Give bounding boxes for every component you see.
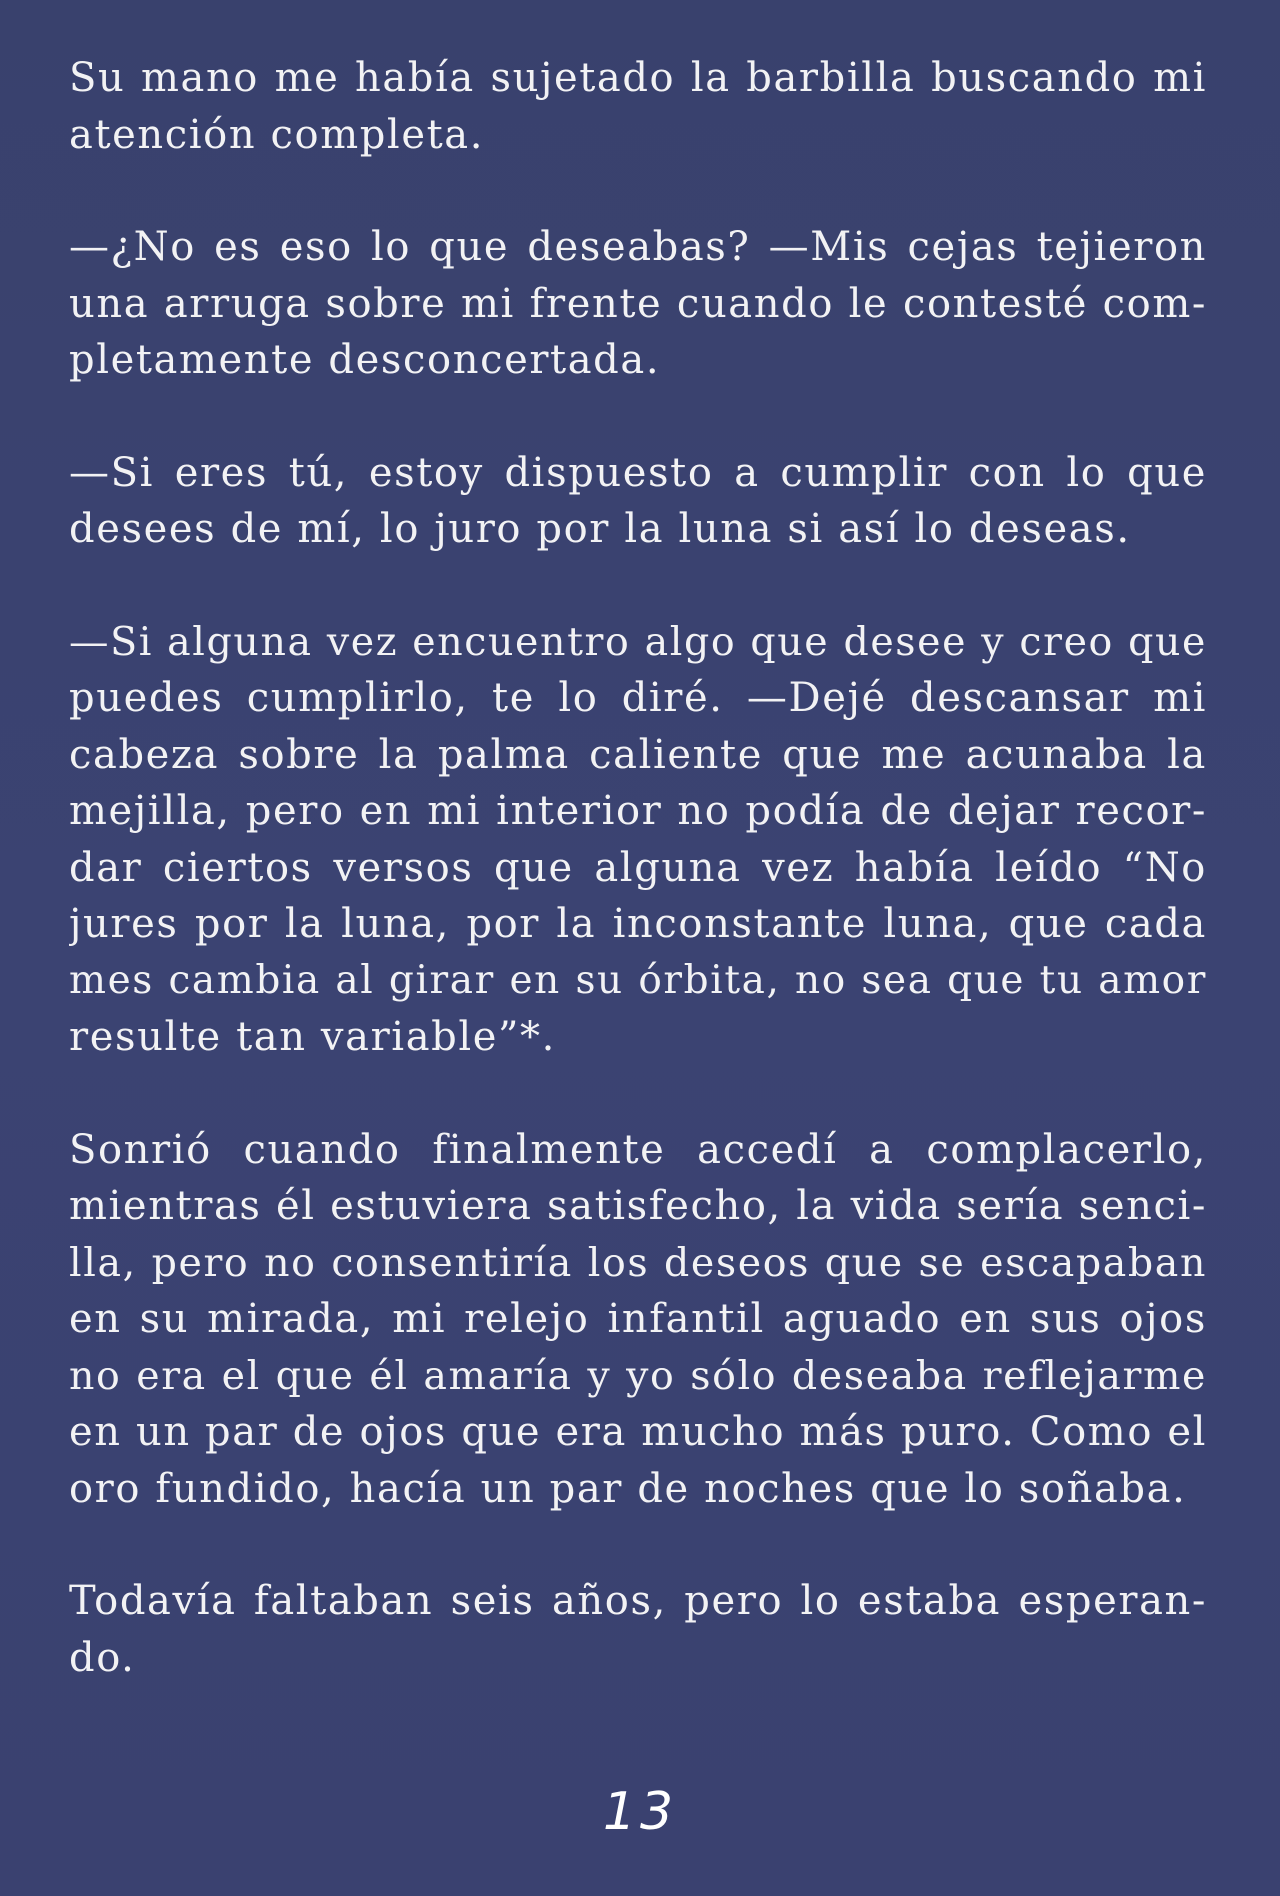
text-line: desees de mí, lo juro por la luna si así lo deseas. xyxy=(69,506,1131,552)
text-line: mientras él estuviera satisfecho, la vida sería senci- xyxy=(69,1183,1207,1229)
text-line: atención completa. xyxy=(69,111,485,158)
text-line: mes cambia al girar en su órbita, no sea que tu amor xyxy=(69,957,1207,1003)
paragraph-4 xyxy=(69,614,1207,1066)
text-line: en un par de ojos que era mucho más puro. Como el xyxy=(69,1409,1207,1455)
text-line: mejilla, pero en mi interior no podía de dejar recor- xyxy=(69,788,1207,834)
text-line: en su mirada, mi relejo infantil aguado en sus ojos xyxy=(69,1296,1207,1342)
text-line: —¿No es eso lo que deseabas? —Mis cejas tejieron xyxy=(69,224,1207,270)
text-line: resulte tan variable”*. xyxy=(69,1014,556,1060)
paragraph-1 xyxy=(69,50,1207,163)
text-line: Su mano me había sujetado la barbilla buscando mi xyxy=(69,55,1207,101)
text-line: jures por la luna, por la inconstante luna, que cada xyxy=(69,901,1207,947)
paragraph-6 xyxy=(69,1573,1207,1686)
text-line: dar ciertos versos que alguna vez había leído “No xyxy=(69,844,1207,891)
paragraph-3 xyxy=(69,445,1207,558)
text-line: no era el que él amaría y yo sólo deseaba reflejarme xyxy=(69,1352,1207,1399)
text-line: do. xyxy=(69,1634,136,1681)
text-line: pletamente desconcertada. xyxy=(69,337,661,383)
text-line: lla, pero no consentiría los deseos que se escapaban xyxy=(69,1239,1207,1286)
page-body xyxy=(69,50,1207,1850)
page-number: 13 xyxy=(602,1782,678,1842)
text-line: Sonrió cuando finalmente accedí a complacerlo, xyxy=(69,1126,1207,1173)
text-line: puedes cumplirlo, te lo diré. —Dejé descansar mi xyxy=(69,675,1207,721)
text-line: —Si alguna vez encuentro algo que desee y creo que xyxy=(69,618,1207,665)
text-line: cabeza sobre la palma caliente que me acunaba la xyxy=(69,731,1207,778)
paragraph-2 xyxy=(69,219,1207,389)
text-line: una arruga sobre mi frente cuando le contesté com- xyxy=(69,280,1207,327)
paragraph-5 xyxy=(69,1122,1207,1518)
text-line: Todavía faltaban seis años, pero lo estaba esperan- xyxy=(69,1578,1207,1624)
text-line: oro fundido, hacía un par de noches que lo soñaba. xyxy=(69,1465,1187,1512)
text-line: —Si eres tú, estoy dispuesto a cumplir con lo que xyxy=(69,449,1207,496)
